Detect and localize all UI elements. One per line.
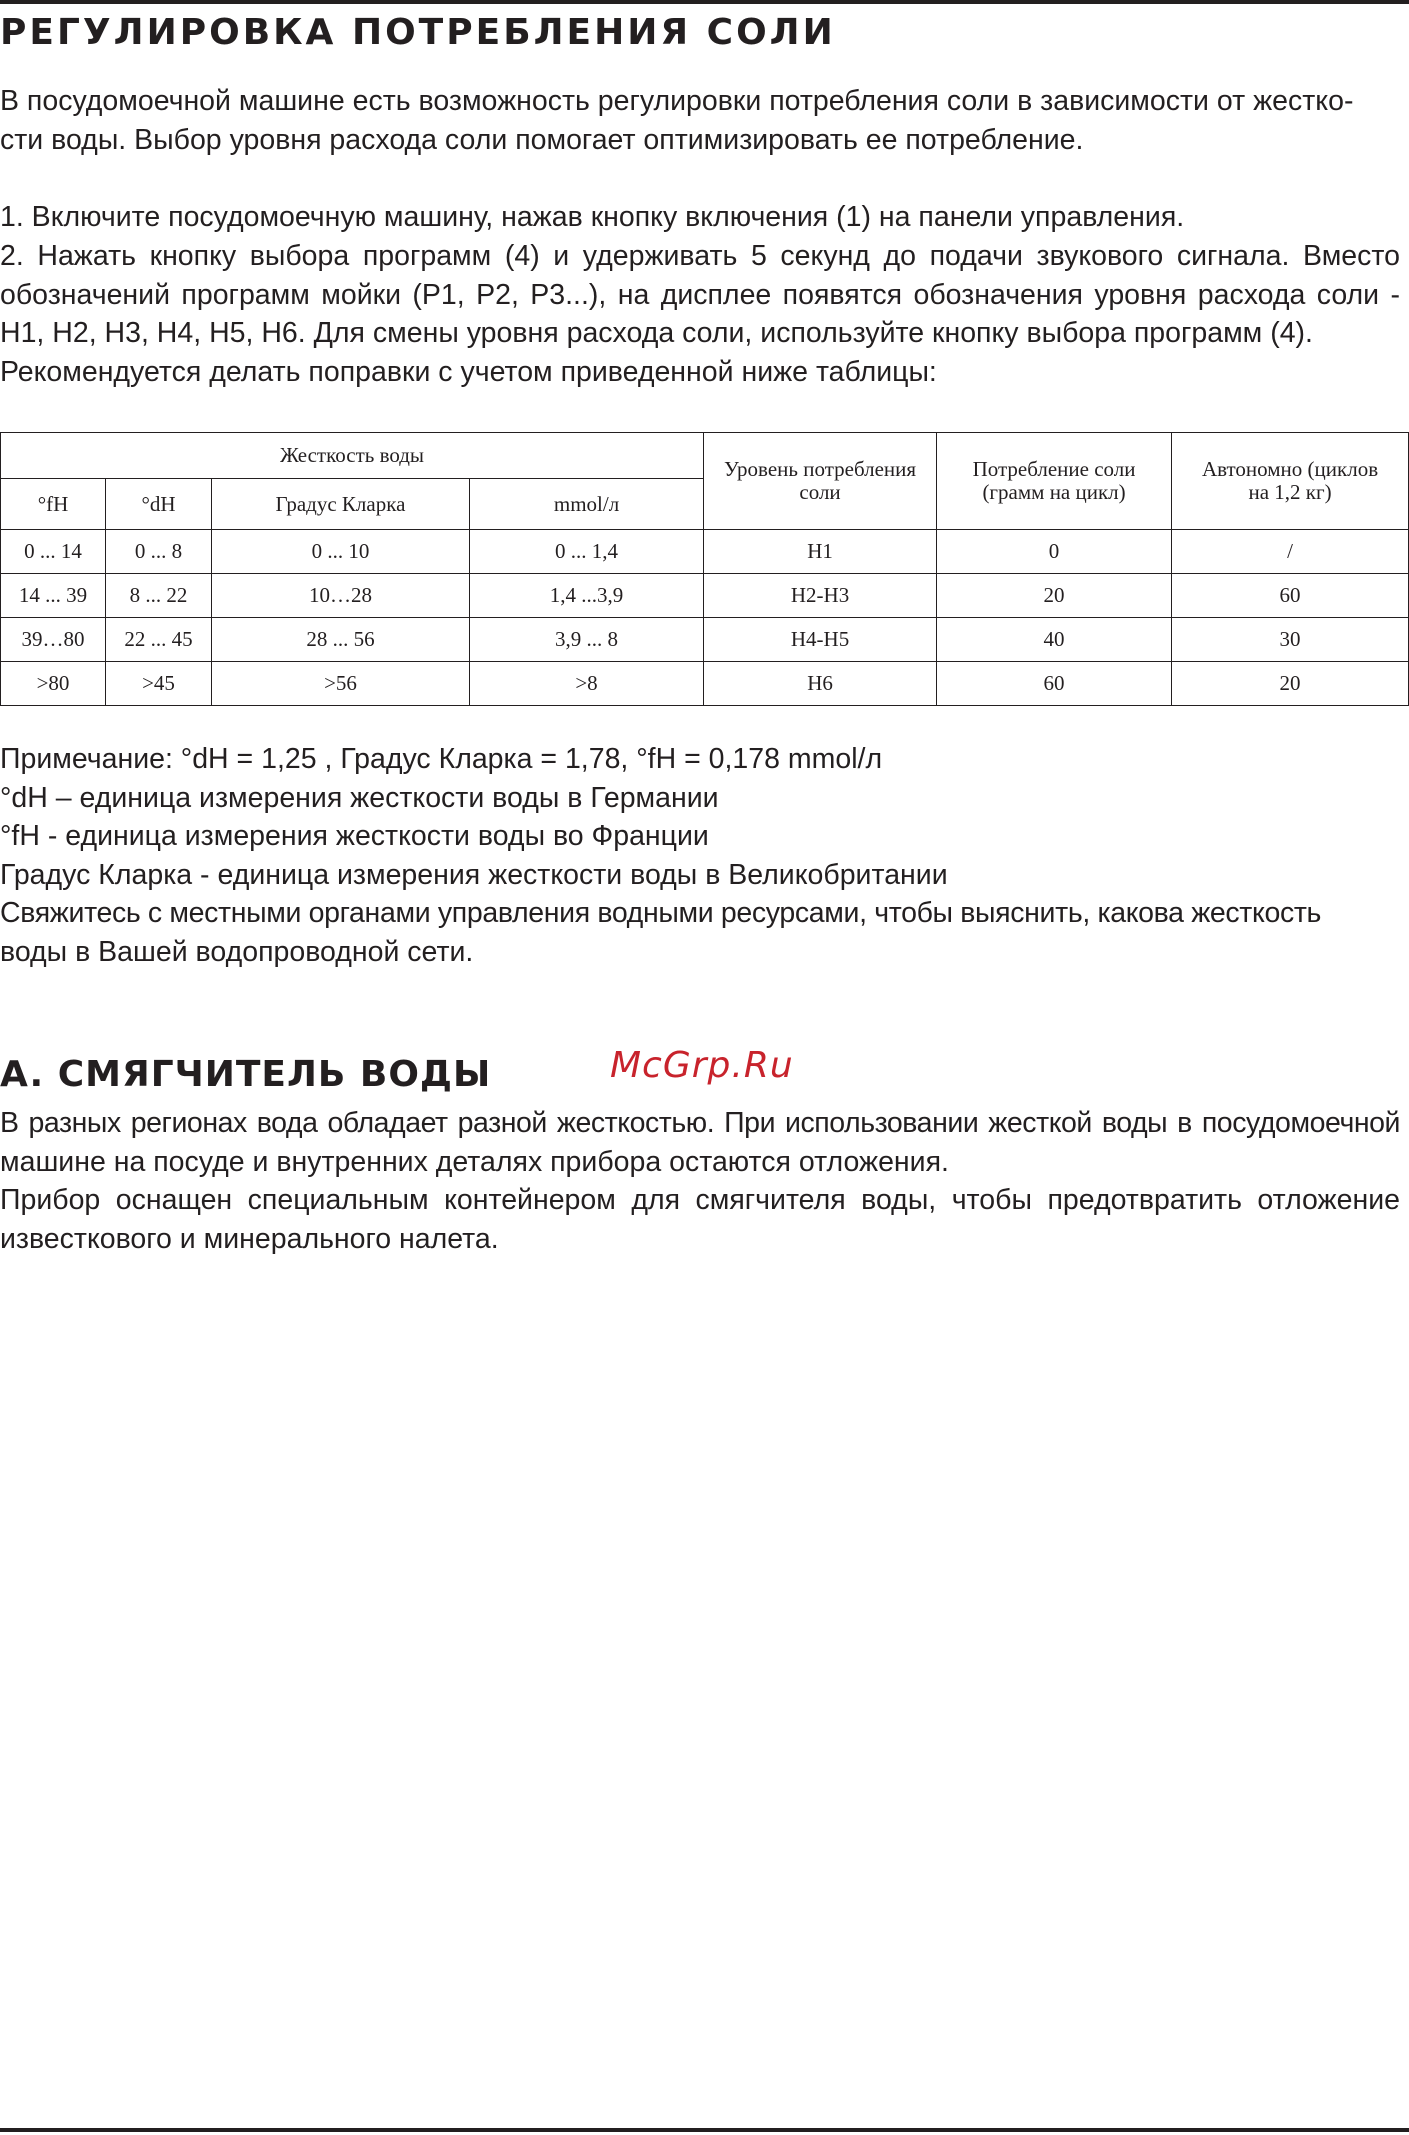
table-cell: 20 — [1172, 662, 1409, 706]
water-hardness-header: Жесткость воды — [1, 433, 704, 479]
section-title-water-softener: A. СМЯГЧИТЕЛЬ ВОДЫ — [0, 1054, 492, 1095]
table-cell: 0 — [937, 530, 1172, 574]
table-row — [1, 618, 1409, 662]
unit-fh-header: °fH — [1, 479, 106, 530]
table-cell: 22 ... 45 — [106, 618, 212, 662]
table-cell: 8 ... 22 — [106, 574, 212, 618]
table-cell: 40 — [937, 618, 1172, 662]
softener-line: известкового и минерального налета. — [0, 1222, 499, 1255]
table-cell: H2-H3 — [704, 574, 937, 618]
step-1-text: 1. Включите посудомоечную машину, нажав кнопку включения (1) на панели управления. — [0, 201, 1185, 233]
step-2-line: 2. Нажать кнопку выбора программ (4) и удерживать 5 секунд до подачи звукового сигнала. Вместо — [0, 240, 1400, 272]
table-cell: >45 — [106, 662, 212, 706]
note-line: Примечание: °dH = 1,25 , Градус Кларка = 1,78, °fH = 0,178 mmol/л — [0, 743, 883, 775]
note-line: °fH - единица измерения жесткости воды во Франции — [0, 820, 709, 852]
step-2-line: обозначений программ мойки (P1, P2, P3...), на дисплее появятся обозначения уровня расхода соли - — [0, 278, 1400, 311]
step-2 — [0, 237, 1400, 391]
table-cell: 60 — [937, 662, 1172, 706]
softener-line: В разных регионах вода обладает разной жесткостью. При использовании жесткой воды в посудомоечной — [0, 1107, 1400, 1139]
table-cell: 0 ... 10 — [212, 530, 470, 574]
salt-consumption-table — [0, 432, 1409, 706]
table-cell: 60 — [1172, 574, 1409, 618]
table-cell: >80 — [1, 662, 106, 706]
autonomy-header: Автономно (циклов на 1,2 кг) — [1172, 433, 1409, 530]
softener-paragraph — [0, 1104, 1400, 1258]
table-row — [1, 574, 1409, 618]
intro-line: сти воды. Выбор уровня расхода соли помогает оптимизировать ее потребление. — [0, 123, 1084, 156]
top-rule — [0, 0, 1409, 4]
note-line: воды в Вашей водопроводной сети. — [0, 935, 474, 968]
table-cell: 14 ... 39 — [1, 574, 106, 618]
bottom-rule — [0, 2128, 1409, 2132]
unit-mmol-header: mmol/л — [470, 479, 704, 530]
note-line: Свяжитесь с местными органами управления водными ресурсами, чтобы выяснить, какова жесткость — [0, 897, 1322, 929]
unit-clark-header: Градус Кларка — [212, 479, 470, 530]
table-cell: 39…80 — [1, 618, 106, 662]
notes-block — [0, 740, 1400, 971]
table-cell: / — [1172, 530, 1409, 574]
intro-line: В посудомоечной машине есть возможность регулировки потребления соли в зависимости от жестко- — [0, 85, 1354, 117]
table-cell: 3,9 ... 8 — [470, 618, 704, 662]
table-cell: >8 — [470, 662, 704, 706]
table-cell: 20 — [937, 574, 1172, 618]
section-title-salt-consumption: РЕГУЛИРОВКА ПОТРЕБЛЕНИЯ СОЛИ — [0, 12, 836, 53]
salt-level-header: Уровень потребления соли — [704, 433, 937, 530]
table-cell: H6 — [704, 662, 937, 706]
softener-line: Прибор оснащен специальным контейнером для смягчителя воды, чтобы предотвратить отложение — [0, 1184, 1400, 1216]
table-cell: 10…28 — [212, 574, 470, 618]
table-cell: 30 — [1172, 618, 1409, 662]
table-row — [1, 662, 1409, 706]
table-cell: 1,4 ...3,9 — [470, 574, 704, 618]
table-cell: 0 ... 8 — [106, 530, 212, 574]
unit-dh-header: °dH — [106, 479, 212, 530]
softener-line: машине на посуде и внутренних деталях прибора остаются отложения. — [0, 1145, 949, 1178]
salt-consumption-header: Потребление соли (грамм на цикл) — [937, 433, 1172, 530]
table-cell: 28 ... 56 — [212, 618, 470, 662]
table-cell: H4-H5 — [704, 618, 937, 662]
table-cell: 0 ... 1,4 — [470, 530, 704, 574]
table-row — [1, 530, 1409, 574]
table-cell: >56 — [212, 662, 470, 706]
note-line: °dH – единица измерения жесткости воды в Германии — [0, 781, 719, 814]
step-2-line: Рекомендуется делать поправки с учетом приведенной ниже таблицы: — [0, 355, 937, 388]
table-cell: 0 ... 14 — [1, 530, 106, 574]
note-line: Градус Кларка - единица измерения жесткости воды в Великобритании — [0, 858, 948, 891]
intro-paragraph — [0, 82, 1400, 159]
table-cell: H1 — [704, 530, 937, 574]
watermark-logo: McGrp.Ru — [610, 1045, 794, 1086]
step-2-line: H1, H2, H3, H4, H5, H6. Для смены уровня расхода соли, используйте кнопку выбора программ (4). — [0, 317, 1313, 349]
step-1 — [0, 198, 1400, 237]
